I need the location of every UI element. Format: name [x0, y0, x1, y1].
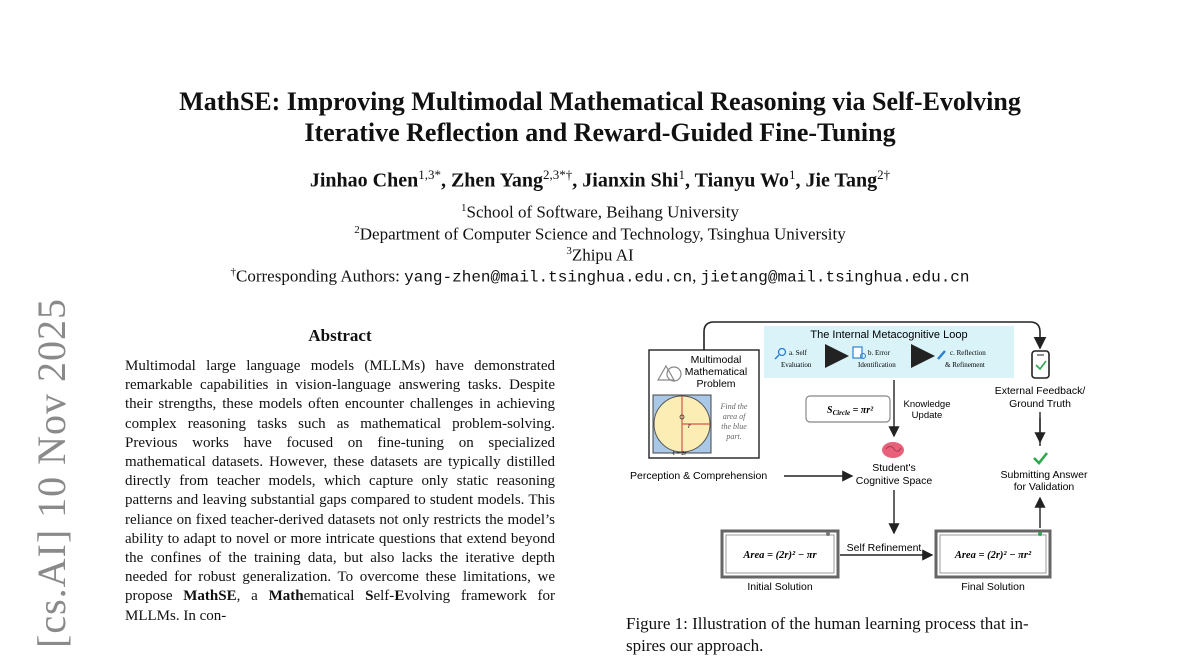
- circle-formula: $S_{Circle} = \pi r^2$: [827, 405, 874, 417]
- caption-line-2: spires our approach.: [626, 636, 764, 655]
- step-a-line2: Evaluation: [781, 361, 812, 369]
- affiliation-text: School of Software, Beihang University: [466, 202, 739, 222]
- find-line2: area of: [722, 412, 746, 421]
- check-icon: [1034, 453, 1047, 463]
- submit-line2: for Validation: [1013, 481, 1075, 493]
- step-b-line2: Identification: [858, 361, 896, 369]
- diameter-label: ℓ = 2r: [672, 451, 687, 457]
- perception-label: Perception & Comprehension: [630, 470, 768, 482]
- external-feedback-line1: External Feedback/: [994, 385, 1086, 397]
- title-line-1: MathSE: Improving Multimodal Mathematical Reasoning via Self-Evolving: [179, 87, 1021, 116]
- corresponding-authors: [100, 262, 1100, 289]
- problem-line3: Problem: [696, 378, 736, 390]
- abstract-bold: E: [394, 588, 405, 605]
- find-line3: the blue: [721, 422, 747, 431]
- knowledge-line2: Update: [911, 410, 943, 421]
- abstract-bold: Math: [268, 588, 304, 605]
- figure-diagram: [624, 318, 1094, 600]
- email-link[interactable]: jietang@mail.tsinghua.edu.cn: [700, 268, 970, 287]
- final-label: Final Solution: [961, 581, 1025, 593]
- abstract-bold: S: [365, 588, 374, 605]
- author-list: Jinhao Chen$^{1,3*}$, Zhen Yang$^{2,3*\dagger}$, Jianxin Shi$^1$, Tianyu Wo$^1$, Jie Tang$^{2\dagger}$: [309, 167, 891, 192]
- corresponding-label: Corresponding Authors:: [236, 266, 405, 286]
- find-line4: part.: [726, 432, 742, 441]
- title-line-2: Iterative Reflection and Reward-Guided Fine-Tuning: [304, 118, 896, 147]
- problem-line1: Multimodal: [690, 354, 742, 366]
- initial-equation: Area = (2r)² − πr: [743, 550, 817, 561]
- author-affil-mark: 2†: [877, 167, 891, 182]
- phone-check-icon: [1032, 351, 1049, 378]
- step-c-line2: & Refinement: [945, 361, 985, 369]
- author-affil-mark: 1,3*: [418, 167, 441, 182]
- email-link[interactable]: yang-zhen@mail.tsinghua.edu.cn: [404, 268, 693, 287]
- caption-line-1: Figure 1: Illustration of the human learning process that in-: [626, 614, 1029, 633]
- find-line1: Find the: [720, 402, 748, 411]
- external-feedback-line2: Ground Truth: [1009, 398, 1071, 410]
- paper-title: [100, 86, 1100, 148]
- affiliation-mark: 1: [461, 202, 467, 214]
- submit-line1: Submitting Answer: [1000, 469, 1088, 481]
- initial-label: Initial Solution: [747, 581, 813, 593]
- abstract-segment: ematical: [303, 588, 366, 605]
- brain-icon: [882, 442, 904, 458]
- affiliation-text: Department of Computer Science and Technology, Tsinghua University: [359, 224, 846, 244]
- figure-1: [624, 318, 1094, 600]
- step-a-line1: a. Self: [789, 349, 807, 357]
- affiliation-1: [100, 198, 1100, 223]
- author-name: Jianxin Shi: [582, 169, 679, 192]
- abstract-text: [125, 357, 555, 648]
- final-equation: Area = (2r)² − πr²: [954, 550, 1032, 561]
- arxiv-stamp: [cs.AI] 10 Nov 2025: [29, 297, 74, 648]
- author-name: Zhen Yang: [450, 169, 544, 192]
- affiliation-text: Zhipu AI: [571, 245, 634, 265]
- author-name: Jinhao Chen: [309, 169, 419, 192]
- abstract-segment: Multimodal large language models (MLLMs) have demonstrated remarkable capabilities in vision-language answering tasks. Despite their strengths, these models often encounter challenges in achieving complex reasoning tasks such as mathematical problem-solving. Previous works have focused on fine-tuning on specialized mathematical datasets. However, these datasets are typically distilled directly from teacher models, which capture only static reasoning patterns and leaving substantial gaps compared to student models. This reliance on fixed teacher-derived datasets not only restricts the model’s ability to adapt to novel or more intricate questions that extend beyond the confines of the training data, but also lacks the iterative depth needed for robust generalization. To overcome these limitations, we propose: [125, 358, 555, 605]
- step-b-line1: b. Error: [868, 349, 890, 357]
- circle-in-square-figure: [653, 395, 711, 453]
- radius-label: r: [688, 422, 691, 430]
- figure-caption: [626, 613, 1096, 657]
- knowledge-line1: Knowledge: [903, 399, 951, 410]
- abstract-bold: MathSE: [183, 588, 237, 605]
- step-c-line1: c. Reflection: [950, 349, 986, 357]
- self-refinement-label: Self Refinement: [846, 542, 922, 554]
- abstract-segment: elf-: [373, 588, 395, 605]
- abstract-segment: , a: [236, 588, 269, 605]
- author-name: Jie Tang: [805, 169, 878, 192]
- affiliation-mark: 2: [354, 224, 360, 236]
- author-affil-mark: 1: [788, 167, 796, 182]
- email-separator: ,: [692, 266, 701, 286]
- author-name: Tianyu Wo: [694, 169, 789, 192]
- author-affil-mark: 1: [678, 167, 685, 182]
- loop-title: The Internal Metacognitive Loop: [810, 329, 968, 341]
- dagger-mark: †: [230, 266, 236, 278]
- problem-line2: Mathematical: [684, 366, 748, 378]
- cognitive-line1: Student's: [872, 462, 916, 474]
- author-affil-mark: 2,3*†: [543, 167, 573, 182]
- cognitive-line2: Cognitive Space: [855, 475, 933, 487]
- abstract-segment: volving framework for MLLMs. In con-: [125, 588, 555, 624]
- affiliation-mark: 3: [566, 245, 572, 257]
- abstract-heading: Abstract: [308, 326, 372, 345]
